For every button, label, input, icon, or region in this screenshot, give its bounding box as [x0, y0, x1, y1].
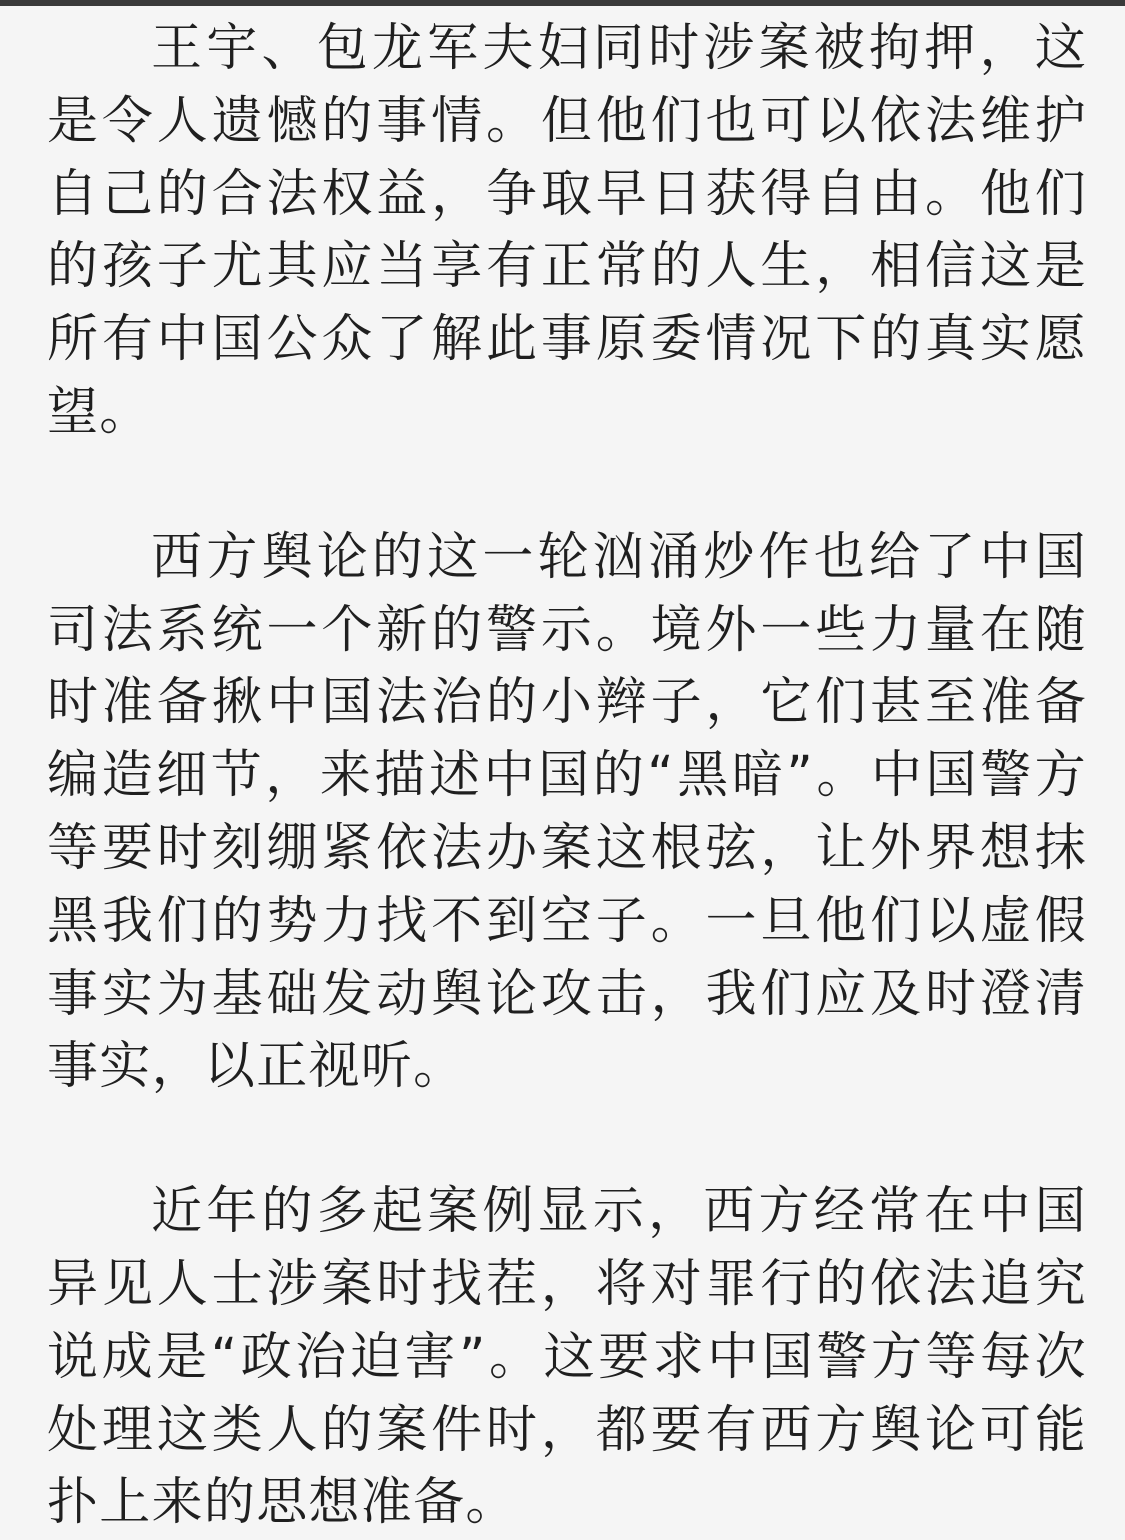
- top-edge-bar: [0, 0, 1125, 6]
- article-body: [47, 13, 1087, 1540]
- article-paragraph-1: 王宇、包龙军夫妇同时涉案被拘押，这是令人遗憾的事情。但他们也可以依法维护自己的合法权益，争取早日获得自由。他们的孩子尤其应当享有正常的人生，相信这是所有中国公众了解此事原委情况下的真实愿望。: [47, 19, 1087, 442]
- article-paragraph-3: 近年的多起案例显示，西方经常在中国异见人士涉案时找茬，将对罪行的依法追究说成是“政治迫害”。这要求中国警方等每次处理这类人的案件时，都要有西方舆论可能扑上来的思想准备。: [47, 1182, 1087, 1533]
- article-paragraph-2: 西方舆论的这一轮汹涌炒作也给了中国司法系统一个新的警示。境外一些力量在随时准备揪中国法治的小辫子，它们甚至准备编造细节，来描述中国的“黑暗”。中国警方等要时刻绷紧依法办案这根弦，让外界想抹黑我们的势力找不到空子。一旦他们以虚假事实为基础发动舆论攻击，我们应及时澄清事实，以正视听。: [47, 527, 1087, 1097]
